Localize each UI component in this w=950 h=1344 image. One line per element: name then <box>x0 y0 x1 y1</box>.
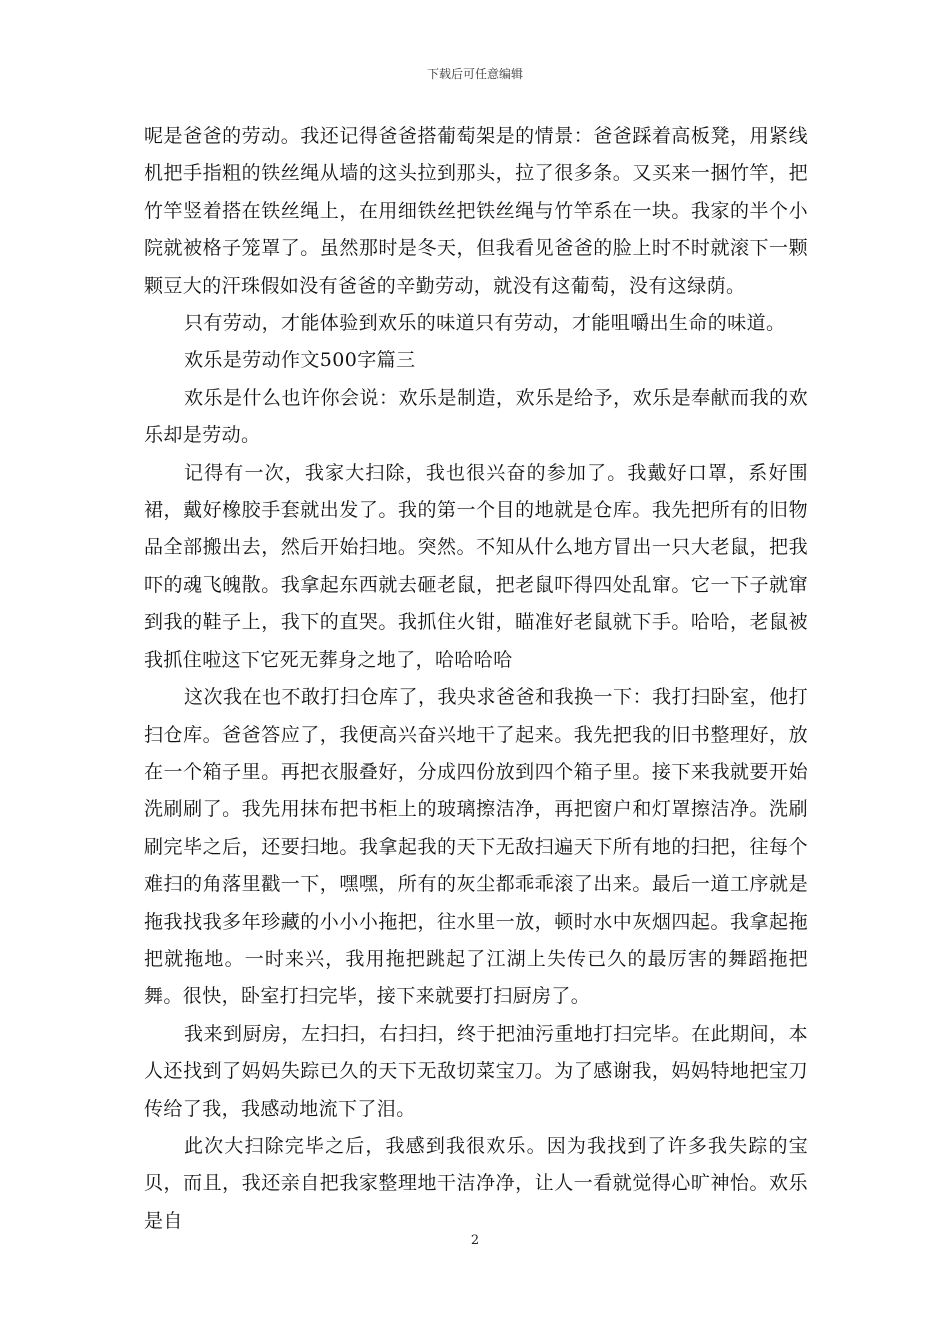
paragraph: 只有劳动，才能体验到欢乐的味道只有劳动，才能咀嚼出生命的味道。 <box>184 312 786 335</box>
paragraph: 记得有一次，我家大扫除，我也很兴奋的参加了。我戴好口罩，系好围裙，戴好橡胶手套就出发了。我的第一个目的地就是仓库。我先把所有的旧物品全部搬出去，然后开始扫地。突然。不知从什么地方冒出一只大老鼠，把我吓的魂飞魄散。我拿起东西就去砸老鼠，把老鼠吓得四处乱窜。它一下子就窜到我的鞋子上，我下的直哭。我抓住火钳，瞄准好老鼠就下手。哈哈，老鼠被我抓住啦这下它死无葬身之地了，哈哈哈哈 <box>144 461 808 671</box>
page-number: 2 <box>470 1233 480 1248</box>
paragraph: 此次大扫除完毕之后，我感到我很欢乐。因为我找到了许多我失踪的宝贝，而且，我还亲自把我家整理地干洁净净，让人一看就觉得心旷神怡。欢乐是自 <box>144 1134 808 1232</box>
document-body <box>144 118 808 1240</box>
paragraph-continuation: 呢是爸爸的劳动。我还记得爸爸搭葡萄架是的情景：爸爸踩着高板凳，用紧线机把手指粗的铁丝绳从墙的这头拉到那头，拉了很多条。又买来一捆竹竿，把竹竿竖着搭在铁丝绳上，在用细铁丝把铁丝绳与竹竿系在一块。我家的半个小院就被格子笼罩了。虽然那时是冬天，但我看见爸爸的脸上时不时就滚下一颗颗豆大的汗珠假如没有爸爸的辛勤劳动，就没有这葡萄，没有这绿荫。 <box>144 125 808 297</box>
paragraph: 这次我在也不敢打扫仓库了，我央求爸爸和我换一下：我打扫卧室，他打扫仓库。爸爸答应了，我便高兴奋兴地干了起来。我先把我的旧书整理好，放在一个箱子里。再把衣服叠好，分成四份放到四个箱子里。接下来我就要开始洗刷刷了。我先用抹布把书柜上的玻璃擦洁净，再把窗户和灯罩擦洁净。洗刷刷完毕之后，还要扫地。我拿起我的天下无敌扫遍天下所有地的扫把，往每个难扫的角落里戳一下，嘿嘿，所有的灰尘都乖乖滚了出来。最后一道工序就是拖我找我多年珍藏的小小小拖把，往水里一放，顿时水中灰烟四起。我拿起拖把就拖地。一时来兴，我用拖把跳起了江湖上失传已久的最厉害的舞蹈拖把舞。很快，卧室打扫完毕，接下来就要打扫厨房了。 <box>144 686 808 1008</box>
section-heading: 欢乐是劳动作文500字篇三 <box>184 349 416 372</box>
paragraph: 我来到厨房，左扫扫，右扫扫，终于把油污重地打扫完毕。在此期间，本人还找到了妈妈失踪已久的天下无敌切菜宝刀。为了感谢我，妈妈特地把宝刀传给了我，我感动地流下了泪。 <box>144 1022 808 1120</box>
page-header: 下载后可任意编辑 <box>426 67 523 81</box>
paragraph: 欢乐是什么也许你会说：欢乐是制造，欢乐是给予，欢乐是奉献而我的欢乐却是劳动。 <box>144 386 808 447</box>
